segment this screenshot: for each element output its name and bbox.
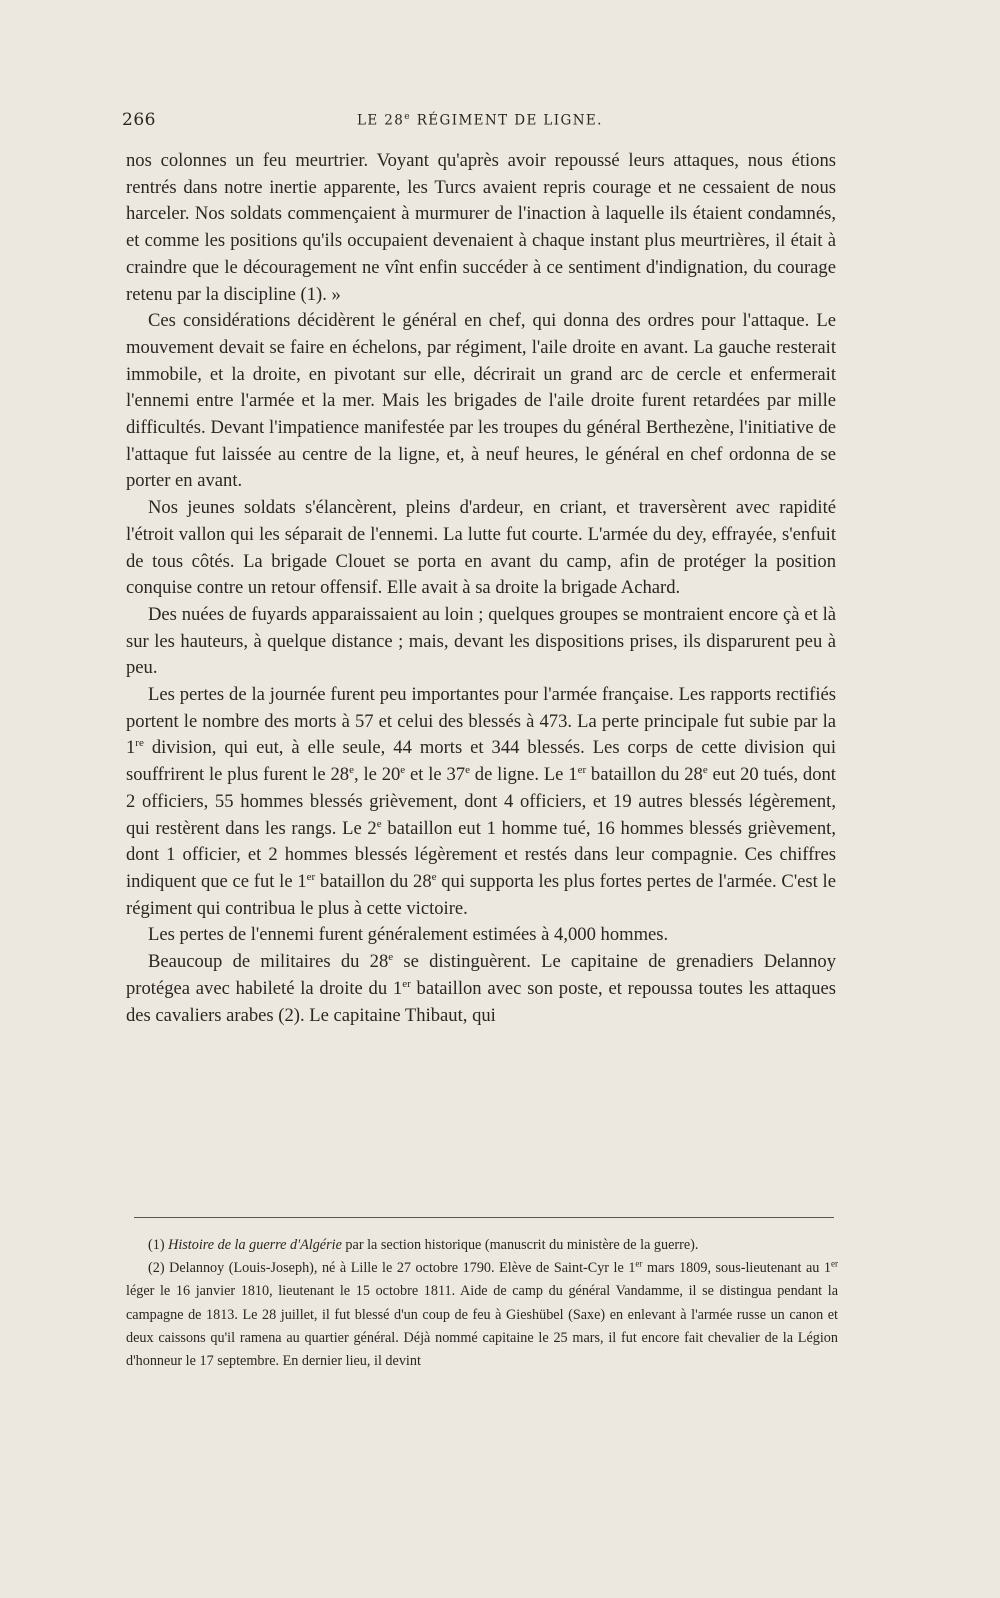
paragraph-7: Beaucoup de militaires du 28e se distinguèrent. Le capitaine de grenadiers Delannoy protégea avec habileté la droite du 1er bataillon avec son poste, et repoussa toutes les attaques des cavaliers arabes (2). Le capitaine Thibaut, qui: [126, 950, 837, 1026]
paragraph-2: Ces considérations décidèrent le général en chef, qui donna des ordres pour l'attaque. Le mouvement devait se faire en échelons, par régiment, l'aile droite en avant. La gauche resterait immobile, et la droite, en pivotant sur elle, décrirait un grand arc de cercle et enfermerait l'ennemi entre l'armée et la mer. Mais les brigades de l'aile droite furent retardées par mille difficultés. Devant l'impatience manifestée par les troupes du général Berthezène, l'initiative de l'attaque fut laissée au centre de la ligne, et, à neuf heures, le général en chef ordonna de se porter en avant.: [126, 310, 836, 492]
paragraph-4: Des nuées de fuyards apparaissaient au loin ; quelques groupes se montraient encore çà et là sur les hauteurs, à quelque distance ; mais, devant les dispositions prises, ils disparurent peu à peu.: [126, 603, 836, 679]
body-text: [126, 148, 836, 1029]
footnote-1-title: Histoire de la guerre d'Algérie: [168, 1237, 342, 1253]
running-head: LE 28e RÉGIMENT DE LIGNE.: [357, 112, 603, 129]
page-number: 266: [122, 110, 156, 130]
paragraph-1: nos colonnes un feu meurtrier. Voyant qu'après avoir repoussé leurs attaques, nous étions rentrés dans notre inertie apparente, les Turcs avaient repris courage et ne cessaient de nous harceler. Nos soldats commençaient à murmurer de l'inaction à laquelle ils étaient condamnés, et comme les positions qu'ils occupaient devenaient à chaque instant plus meurtrières, il était à craindre que le découragement ne vînt enfin succéder à ce sentiment d'indignation, du courage retenu par la discipline (1). »: [126, 150, 836, 305]
footnote-1: (1) Histoire de la guerre d'Algérie par la section historique (manuscrit du ministère de la guerre).: [148, 1237, 699, 1253]
paragraph-3: Nos jeunes soldats s'élancèrent, pleins d'ardeur, en criant, et traversèrent avec rapidité l'étroit vallon qui les séparait de l'ennemi. La lutte fut courte. L'armée du dey, effrayée, s'enfuit de tous côtés. La brigade Clouet se porta en avant du camp, afin de protéger la position conquise contre un retour offensif. Elle avait à sa droite la brigade Achard.: [126, 497, 836, 599]
footnotes: [126, 1234, 838, 1373]
footnote-rule: [134, 1217, 834, 1218]
paragraph-5: Les pertes de la journée furent peu importantes pour l'armée française. Les rapports rectifiés portent le nombre des morts à 57 et celui des blessés à 473. La perte principale fut subie par la 1re division, qui eut, à elle seule, 44 morts et 344 blessés. Les corps de cette division qui souffrirent le plus furent le 28e, le 20e et le 37e de ligne. Le 1er bataillon du 28e eut 20 tués, dont 2 officiers, 55 hommes blessés grièvement, dont 4 officiers, et 19 autres blessés légèrement, qui restèrent dans les rangs. Le 2e bataillon eut 1 homme tué, 16 hommes blessés grièvement, dont 1 officier, et 2 hommes blessés légèrement et restés dans leur compagnie. Ces chiffres indiquent que ce fut le 1er bataillon du 28e qui supporta les plus fortes pertes de l'armée. C'est le régiment qui contribua le plus à cette victoire.: [126, 684, 836, 919]
page-header: [122, 110, 840, 134]
footnote-2: (2) Delannoy (Louis-Joseph), né à Lille le 27 octobre 1790. Elève de Saint-Cyr le 1er mars 1809, sous-lieutenant au 1er léger le 16 janvier 1810, lieutenant le 15 octobre 1811. Aide de camp du général Vandamme, il se distingua pendant la campagne de 1813. Le 28 juillet, il fut blessé d'un coup de feu à Gieshübel (Saxe) en enlevant à l'armée russe un canon et deux caissons qu'il ramena au quartier général. Déjà nommé capitaine le 25 mars, il fut encore fait chevalier de la Légion d'honneur le 17 septembre. En dernier lieu, il devint: [126, 1258, 838, 1370]
paragraph-6: Les pertes de l'ennemi furent généralement estimées à 4,000 hommes.: [148, 924, 669, 946]
